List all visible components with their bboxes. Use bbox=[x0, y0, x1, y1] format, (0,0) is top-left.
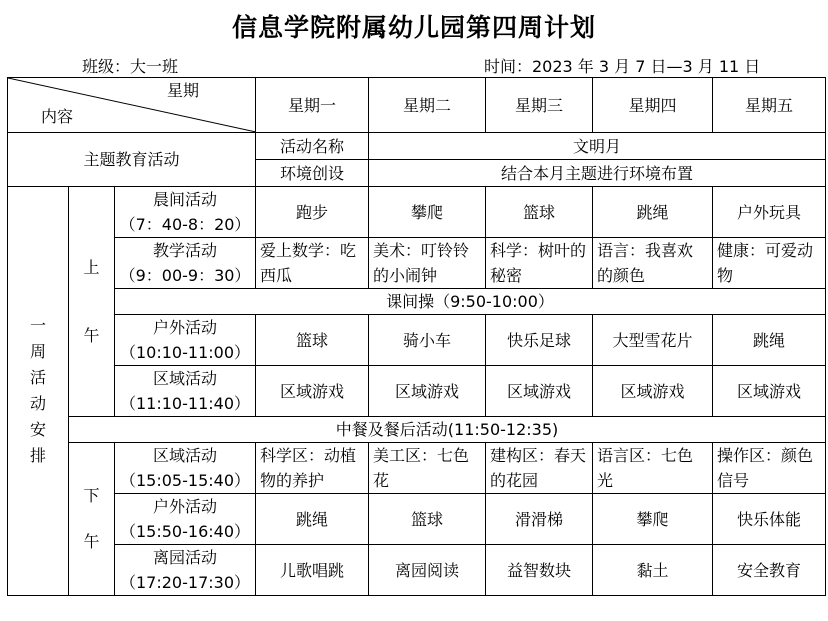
header-day-4: 星期四 bbox=[593, 78, 713, 133]
exercise-row bbox=[8, 289, 826, 315]
table-row bbox=[8, 443, 826, 494]
activity-cell bbox=[115, 187, 256, 238]
week-label-char: 周 bbox=[29, 342, 46, 361]
plan-cell: 攀爬 bbox=[369, 187, 486, 238]
morning-label-char: 上 bbox=[83, 257, 100, 277]
header-day-2: 星期二 bbox=[369, 78, 486, 133]
environment-label: 环境创设 bbox=[256, 160, 369, 187]
activity-name: 离园活动 bbox=[153, 548, 218, 567]
theme-label: 主题教育活动 bbox=[8, 133, 256, 187]
week-label-char: 一 bbox=[29, 316, 46, 335]
activity-cell bbox=[115, 366, 256, 417]
week-label-char: 动 bbox=[29, 394, 46, 413]
plan-cell: 美术：叮铃铃的小闹钟 bbox=[369, 238, 486, 289]
activity-name-value: 文明月 bbox=[369, 133, 826, 160]
table-row bbox=[8, 494, 826, 545]
table-row bbox=[8, 187, 826, 238]
header-day-5: 星期五 bbox=[713, 78, 826, 133]
afternoon-label bbox=[69, 443, 115, 596]
plan-cell: 离园阅读 bbox=[369, 545, 486, 596]
page-title: 信息学院附属幼儿园第四周计划 bbox=[231, 13, 596, 42]
header-day-3: 星期三 bbox=[486, 78, 593, 133]
plan-cell: 跳绳 bbox=[593, 187, 713, 238]
activity-name: 教学活动 bbox=[153, 241, 218, 260]
activity-time: （15:05-15:40） bbox=[120, 471, 250, 490]
activity-cell bbox=[115, 238, 256, 289]
plan-cell: 滑滑梯 bbox=[486, 494, 593, 545]
plan-cell: 语言区：七色光 bbox=[593, 443, 713, 494]
plan-cell: 科学：树叶的秘密 bbox=[486, 238, 593, 289]
activity-time: （9：00-9：30） bbox=[119, 266, 251, 285]
plan-cell: 建构区：春天的花园 bbox=[486, 443, 593, 494]
plan-cell: 黏土 bbox=[593, 545, 713, 596]
plan-cell: 区域游戏 bbox=[369, 366, 486, 417]
header-week-label: 星期 bbox=[167, 81, 200, 100]
plan-cell: 户外玩具 bbox=[713, 187, 826, 238]
activity-time: （15:50-16:40） bbox=[120, 522, 250, 541]
plan-cell: 跳绳 bbox=[713, 315, 826, 366]
morning-label bbox=[69, 187, 115, 417]
table-row bbox=[8, 238, 826, 289]
plan-cell: 区域游戏 bbox=[486, 366, 593, 417]
theme-row-1 bbox=[8, 133, 826, 160]
activity-time: （11:10-11:40） bbox=[120, 394, 250, 413]
table-row bbox=[8, 315, 826, 366]
activity-name: 户外活动 bbox=[153, 497, 218, 516]
plan-cell: 区域游戏 bbox=[713, 366, 826, 417]
plan-cell: 篮球 bbox=[256, 315, 369, 366]
weekly-plan-table bbox=[7, 77, 826, 596]
activity-time: （17:20-17:30） bbox=[120, 573, 250, 592]
plan-cell: 操作区：颜色信号 bbox=[713, 443, 826, 494]
plan-cell: 语言：我喜欢的颜色 bbox=[593, 238, 713, 289]
plan-cell: 益智数块 bbox=[486, 545, 593, 596]
header-content-label: 内容 bbox=[41, 107, 74, 126]
activity-name: 晨间活动 bbox=[153, 190, 218, 209]
activity-cell bbox=[115, 443, 256, 494]
plan-cell: 骑小车 bbox=[369, 315, 486, 366]
activity-cell bbox=[115, 315, 256, 366]
plan-cell: 跑步 bbox=[256, 187, 369, 238]
activity-cell bbox=[115, 494, 256, 545]
week-label-char: 排 bbox=[29, 446, 46, 465]
header-row bbox=[8, 78, 826, 133]
lunch-row bbox=[8, 417, 826, 443]
plan-cell: 健康：可爱动物 bbox=[713, 238, 826, 289]
afternoon-label-char: 午 bbox=[83, 532, 100, 551]
exercise-cell: 课间操（9:50-10:00） bbox=[115, 289, 826, 315]
plan-cell: 篮球 bbox=[369, 494, 486, 545]
plan-cell: 跳绳 bbox=[256, 494, 369, 545]
plan-cell: 美工区：七色花 bbox=[369, 443, 486, 494]
morning-label-char: 午 bbox=[83, 325, 100, 345]
plan-cell: 快乐体能 bbox=[713, 494, 826, 545]
plan-cell: 区域游戏 bbox=[256, 366, 369, 417]
week-label-char: 安 bbox=[29, 420, 46, 439]
week-label-char: 活 bbox=[29, 368, 46, 387]
activity-name: 区域活动 bbox=[153, 446, 218, 465]
table-row bbox=[8, 545, 826, 596]
plan-cell: 篮球 bbox=[486, 187, 593, 238]
plan-cell: 攀爬 bbox=[593, 494, 713, 545]
table-row bbox=[8, 366, 826, 417]
plan-cell: 安全教育 bbox=[713, 545, 826, 596]
environment-value: 结合本月主题进行环境布置 bbox=[369, 160, 826, 187]
activity-name-label: 活动名称 bbox=[256, 133, 369, 160]
plan-cell: 大型雪花片 bbox=[593, 315, 713, 366]
class-info: 班级：大一班 bbox=[82, 57, 179, 76]
lunch-cell: 中餐及餐后活动(11:50-12:35) bbox=[69, 417, 826, 443]
plan-cell: 科学区：动植物的养护 bbox=[256, 443, 369, 494]
activity-name: 区域活动 bbox=[153, 369, 218, 388]
plan-cell: 儿歌唱跳 bbox=[256, 545, 369, 596]
activity-name: 户外活动 bbox=[153, 318, 218, 337]
plan-cell: 爱上数学：吃西瓜 bbox=[256, 238, 369, 289]
plan-cell: 区域游戏 bbox=[593, 366, 713, 417]
diagonal-header-cell bbox=[8, 78, 256, 133]
plan-cell: 快乐足球 bbox=[486, 315, 593, 366]
week-arrangement-label bbox=[8, 187, 69, 596]
activity-time: （10:10-11:00） bbox=[120, 343, 250, 362]
activity-time: （7：40-8：20） bbox=[119, 215, 251, 234]
activity-cell bbox=[115, 545, 256, 596]
afternoon-label-char: 下 bbox=[83, 486, 100, 505]
header-day-1: 星期一 bbox=[256, 78, 369, 133]
time-info: 时间：2023 年 3 月 7 日—3 月 11 日 bbox=[484, 57, 761, 76]
